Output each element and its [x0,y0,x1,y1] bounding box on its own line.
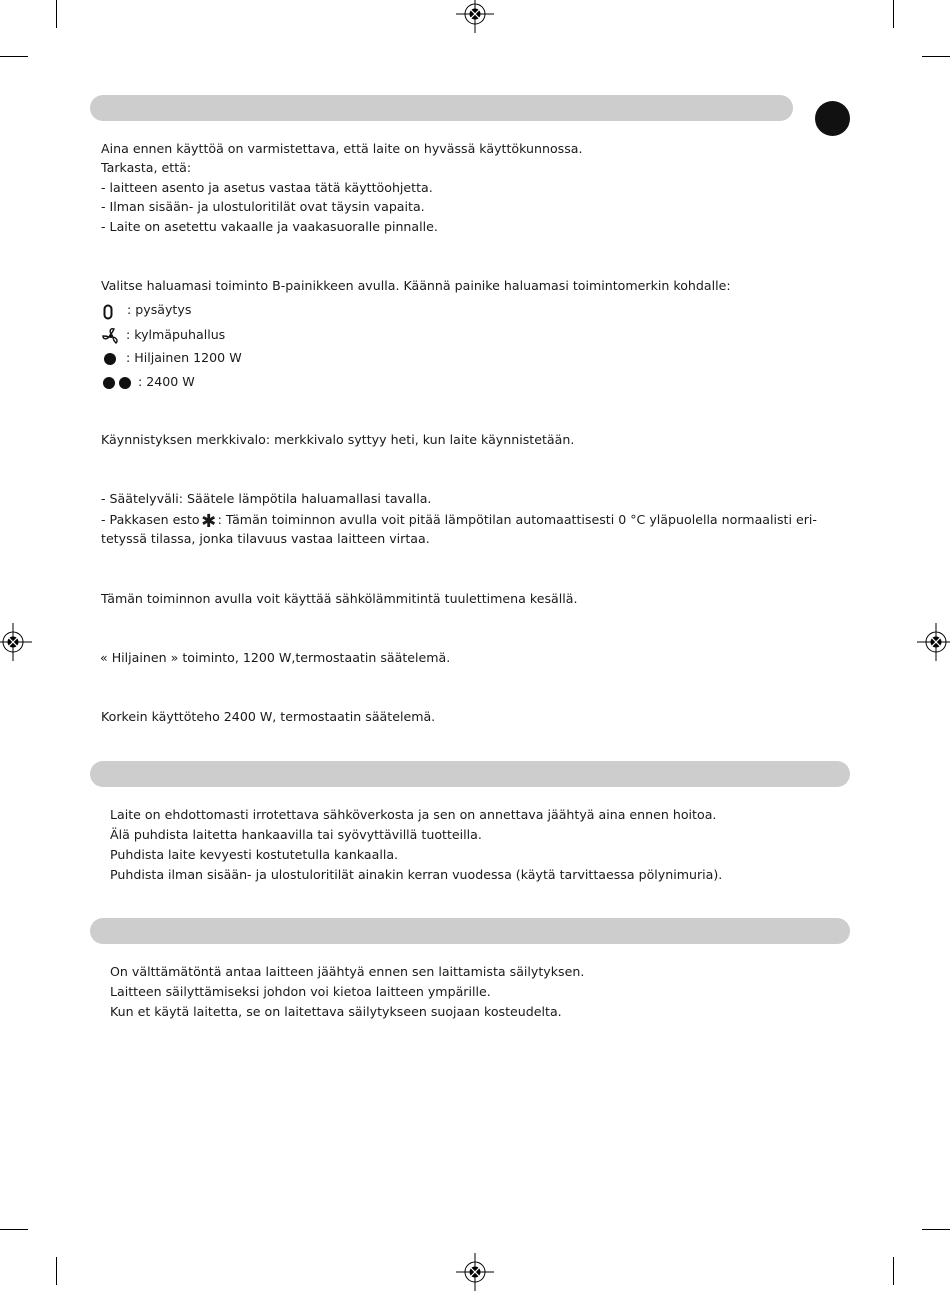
crop-mark [922,56,950,57]
maintenance-line: Laite on ehdottomasti irrotettava sähköverkosta ja sen on annettava jäähtyä aina ennen hoitoa. [110,807,717,822]
crop-mark [56,1257,57,1285]
mode-label-quiet: : Hiljainen 1200 W [126,350,242,365]
snowflake-icon: ✱ [201,511,217,532]
quiet-description: « Hiljainen » toiminto, 1200 W,termostaatin säätelemä. [100,650,451,665]
thermostat-line: tetyssä tilassa, jonka tilavuus vastaa laitteen virtaa. [101,531,430,546]
crop-mark [893,0,894,28]
zero-symbol-icon [103,304,113,320]
dot-icon [103,377,115,389]
double-dot-icon [103,377,135,389]
registration-mark-icon [456,1253,494,1291]
dot-icon [119,377,131,389]
crop-mark [56,0,57,28]
maintenance-line: Puhdista laite kevyesti kostutetulla kankaalla. [110,847,399,862]
registration-mark-icon [0,623,32,661]
frost-protection-label: - Pakkasen esto [101,512,200,527]
maintenance-line: Puhdista ilman sisään- ja ulostuloritilät ainakin kerran vuodessa (käytä tarvittaessa pölynimuria). [110,867,723,882]
page-marker-dot-icon [815,101,850,136]
fan-icon [102,327,120,345]
registration-mark-icon [456,0,494,33]
intro-line: - Ilman sisään- ja ulostuloritilät ovat täysin vapaita. [101,199,425,214]
thermostat-line: - Säätelyväli: Säätele lämpötila haluamallasi tavalla. [101,491,432,506]
section-header-bar [90,918,850,944]
registration-mark-icon [917,623,950,661]
intro-line: - Laite on asetettu vakaalle ja vaakasuoralle pinnalle. [101,219,438,234]
storage-line: On välttämätöntä antaa laitteen jäähtyä ennen sen laittamista säilytyksen. [110,964,585,979]
thermostat-line [101,510,817,530]
crop-mark [893,1257,894,1285]
maintenance-line: Älä puhdista laitetta hankaavilla tai syövyttävillä tuotteilla. [110,827,482,842]
crop-mark [922,1229,950,1230]
single-dot-icon [104,353,116,365]
mode-label-fan: : kylmäpuhallus [126,327,226,342]
intro-line: Aina ennen käyttöä on varmistettava, että laite on hyvässä käyttökunnossa. [101,141,583,156]
frost-protection-desc: : Tämän toiminnon avulla voit pitää lämpötilan automaattisesti 0 °C yläpuolella normaalisti eri- [217,512,817,527]
max-description: Korkein käyttöteho 2400 W, termostaatin säätelemä. [101,709,436,724]
mode-label-max: : 2400 W [138,374,195,389]
section-header-bar [90,95,793,121]
section-header-bar [90,761,850,787]
intro-line: Tarkasta, että: [101,160,192,175]
crop-mark [0,56,28,57]
selector-instruction: Valitse haluamasi toiminto B-painikkeen avulla. Käännä painike haluamasi toimintomerkin kohdalle: [101,278,731,293]
crop-mark [0,1229,28,1230]
mode-label-stop: : pysäytys [127,302,192,317]
indicator-text: Käynnistyksen merkkivalo: merkkivalo syttyy heti, kun laite käynnistetään. [101,432,575,447]
storage-line: Laitteen säilyttämiseksi johdon voi kietoa laitteen ympärille. [110,984,491,999]
storage-line: Kun et käytä laitetta, se on laitettava säilytykseen suojaan kosteudelta. [110,1004,562,1019]
fan-description: Tämän toiminnon avulla voit käyttää sähkölämmitintä tuulettimena kesällä. [101,591,578,606]
intro-line: - laitteen asento ja asetus vastaa tätä käyttöohjetta. [101,180,433,195]
